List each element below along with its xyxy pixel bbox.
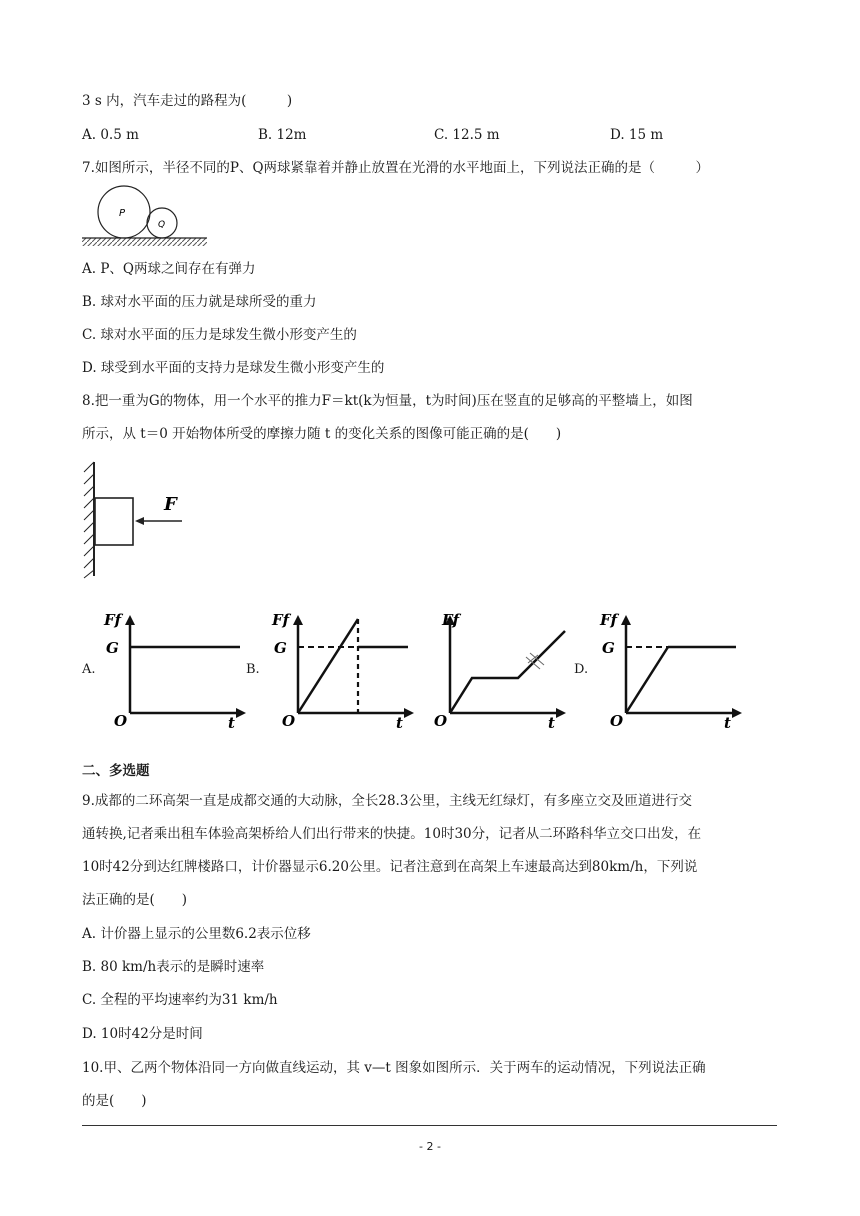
q7-option-c: C. 球对水平面的压力是球发生微小形变产生的 <box>82 327 357 343</box>
q6-stem-tail: 3 s 内，汽车走过的路程为( ) <box>82 93 293 109</box>
q9-stem-line4: 法正确的是( ) <box>82 892 188 908</box>
graph-c-d-label: D. <box>574 662 589 677</box>
page-number: - 2 - <box>419 1140 441 1153</box>
q8-wall-figure <box>82 460 192 580</box>
q9-option-b: B. 80 km/h表示的是瞬时速率 <box>82 959 265 975</box>
graph-c-origin: O <box>434 712 448 730</box>
graph-b-x-label: t <box>396 714 403 730</box>
q7-balls-figure <box>82 182 207 248</box>
graph-a-x-label: t <box>228 714 235 730</box>
q9-stem-line1: 9.成都的二环高架一直是成都交通的大动脉，全长28.3公里，主线无红绿灯，有多座立交及匝道进行交 <box>82 793 692 809</box>
graph-b-label: B. <box>246 662 260 677</box>
q6-option-a: A. 0.5 m <box>82 127 139 143</box>
q9-option-d: D. 10时42分是时间 <box>82 1026 203 1042</box>
q7-option-a: A. P、Q两球之间存在有弹力 <box>82 261 256 277</box>
graph-b-origin: O <box>282 712 296 730</box>
graph-d-y-label: Ff <box>600 611 618 629</box>
graph-b <box>268 605 416 730</box>
q8-stem-line2: 所示，从 t＝0 开始物体所受的摩擦力随 t 的变化关系的图像可能正确的是( ) <box>82 426 562 442</box>
q6-option-d: D. 15 m <box>610 127 664 143</box>
graph-b-y-label: Ff <box>272 611 290 629</box>
graph-a <box>100 605 248 730</box>
q6-option-b: B. 12m <box>258 127 307 143</box>
q9-stem-line3: 10时42分到达红牌楼路口，计价器显示6.20公里。记者注意到在高架上车速最高达到80km/h，下列说 <box>82 859 698 875</box>
q9-stem-line2: 通转换,记者乘出租车体验高架桥给人们出行带来的快捷。10时30分，记者从二环路科华立交口出发，在 <box>82 826 702 842</box>
graph-d <box>596 605 744 730</box>
q10-stem-line1: 10.甲、乙两个物体沿同一方向做直线运动，其 v—t 图象如图所示．关于两车的运动情况，下列说法正确 <box>82 1060 706 1076</box>
q7-stem: 7.如图所示，半径不同的P、Q两球紧靠着并静止放置在光滑的水平地面上，下列说法正确的是（ ） <box>82 160 710 176</box>
graph-d-x-label: t <box>724 714 731 730</box>
q10-stem-line2: 的是( ) <box>82 1093 147 1109</box>
graph-c-x-label: t <box>548 714 555 730</box>
section-heading: 二、多选题 <box>82 763 150 779</box>
graph-d-g-label: G <box>602 639 615 657</box>
block <box>95 498 133 545</box>
force-label: F <box>164 494 177 515</box>
graph-b-g-label: G <box>274 639 287 657</box>
graph-c <box>420 605 570 730</box>
q7-option-b: B. 球对水平面的压力就是球所受的重力 <box>82 294 317 310</box>
graph-a-origin: O <box>114 712 128 730</box>
q6-option-c: C. 12.5 m <box>434 127 500 143</box>
graph-c-y-label: Ff <box>442 611 460 629</box>
ball-p-label: P <box>119 208 126 219</box>
ball-q-label: Q <box>158 220 166 230</box>
footer-rule <box>82 1125 777 1126</box>
graph-a-g-label: G <box>106 639 119 657</box>
q8-stem-line1: 8.把一重为G的物体，用一个水平的推力F＝kt(k为恒量，t为时间)压在竖直的足够高的平整墙上，如图 <box>82 393 693 409</box>
q7-option-d: D. 球受到水平面的支持力是球发生微小形变产生的 <box>82 360 385 376</box>
q9-option-a: A. 计价器上显示的公里数6.2表示位移 <box>82 926 311 942</box>
q9-option-c: C. 全程的平均速率约为31 km/h <box>82 992 278 1008</box>
graph-d-origin: O <box>610 712 624 730</box>
graph-a-label: A. <box>82 662 96 677</box>
graph-a-y-label: Ff <box>104 611 122 629</box>
